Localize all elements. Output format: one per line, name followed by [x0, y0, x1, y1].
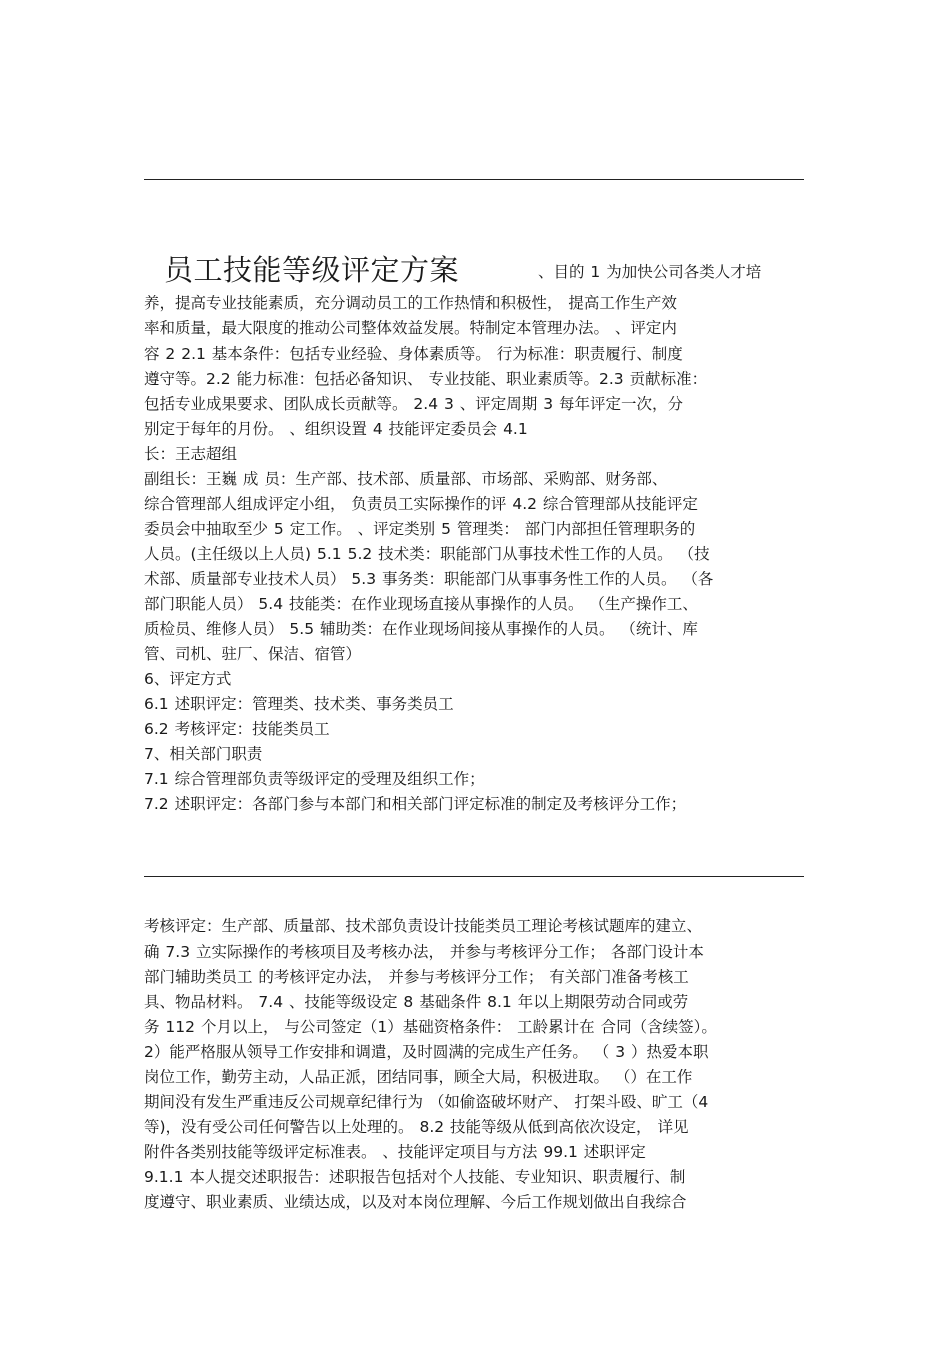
- text-line: 人员。(主任级以上人员) 5.1 5.2 技术类：职能部门从事技术性工作的人员。 （技: [144, 545, 710, 563]
- text-line: 术部、质量部专业技术人员） 5.3 事务类：职能部门从事事务性工作的人员。 （各: [144, 570, 714, 588]
- text-line: 委员会中抽取至少 5 定工作。 、评定类别 5 管理类： 部门内部担任管理职务的: [144, 520, 696, 538]
- page-title: 员工技能等级评定方案: [164, 253, 460, 287]
- text-line: 部门辅助类员工 的考核评定办法， 并参与考核评分工作； 有关部门准备考核工: [144, 968, 689, 986]
- text-line: 9.1.1 本人提交述职报告：述职报告包括对个人技能、专业知识、职责履行、制: [144, 1168, 686, 1186]
- section-heading: 6、评定方式: [144, 670, 232, 688]
- text-line: 管、司机、驻厂、保洁、宿管）: [144, 645, 362, 663]
- text-line: 具、物品材料。 7.4 、技能等级设定 8 基础条件 8.1 年以上期限劳动合同或劳: [144, 993, 689, 1011]
- text-line: 部门职能人员） 5.4 技能类：在作业现场直接从事操作的人员。 （生产操作工、: [144, 595, 698, 613]
- text-line: 确 7.3 立实际操作的考核项目及考核办法， 并参与考核评分工作； 各部门设计本: [144, 943, 704, 961]
- text-line: 岗位工作，勤劳主动，人品正派，团结同事，顾全大局，积极进取。 （）在工作: [144, 1068, 693, 1086]
- middle-rule: [144, 876, 804, 877]
- text-line: 别定于每年的月份。 、组织设置 4 技能评定委员会 4.1: [144, 420, 528, 438]
- text-line: 质检员、维修人员） 5.5 辅助类：在作业现场间接从事操作的人员。 （统计、库: [144, 620, 698, 638]
- text-line: 7.2 述职评定：各部门参与本部门和相关部门评定标准的制定及考核评分工作；: [144, 795, 687, 813]
- text-line: 养，提高专业技能素质，充分调动员工的工作热情和积极性， 提高工作生产效: [144, 294, 677, 312]
- text-line: 包括专业成果要求、团队成长贡献等。 2.4 3 、评定周期 3 每年评定一次，分: [144, 395, 684, 413]
- text-line: 长：王志超组: [144, 445, 238, 463]
- text-line: 综合管理部人组成评定小组， 负责员工实际操作的评 4.2 综合管理部从技能评定: [144, 495, 698, 513]
- text-line: 2）能严格服从领导工作安排和调遣，及时圆满的完成生产任务。 （ 3 ）热爱本职: [144, 1043, 709, 1061]
- text-line: 务 112 个月以上， 与公司签定（1）基础资格条件： 工龄累计在 合同（含续签）。: [144, 1018, 717, 1036]
- text-line: 度遵守、职业素质、业绩达成，以及对本岗位理解、今后工作规划做出自我综合: [144, 1193, 687, 1211]
- text-line: 6.2 考核评定：技能类员工: [144, 720, 330, 738]
- top-rule: [144, 179, 804, 180]
- text-line: 容 2 2.1 基本条件：包括专业经验、身体素质等。 行为标准：职责履行、制度: [144, 345, 683, 363]
- text-line: 等)，没有受公司任何警告以上处理的。 8.2 技能等级从低到高依次设定， 详见: [144, 1118, 689, 1136]
- text-line: 遵守等。2.2 能力标准：包括必备知识、 专业技能、职业素质等。2.3 贡献标准：: [144, 370, 708, 388]
- text-line: 7.1 综合管理部负责等级评定的受理及组织工作；: [144, 770, 485, 788]
- text-line: 6.1 述职评定：管理类、技术类、事务类员工: [144, 695, 454, 713]
- text-line: 期间没有发生严重违反公司规章纪律行为 （如偷盗破坏财产、 打架斗殴、旷工（4: [144, 1093, 709, 1111]
- text-line: 附件各类别技能等级评定标准表。 、技能评定项目与方法 99.1 述职评定: [144, 1143, 646, 1161]
- text-line: 、目的 1 为加快公司各类人才培: [538, 263, 762, 281]
- text-line: 副组长：王巍 成 员：生产部、技术部、质量部、市场部、采购部、财务部、: [144, 470, 668, 488]
- text-line: 考核评定：生产部、质量部、技术部负责设计技能类员工理论考核试题库的建立、: [144, 917, 703, 935]
- text-line: 率和质量，最大限度的推动公司整体效益发展。特制定本管理办法。 、评定内: [144, 319, 677, 337]
- section-heading: 7、相关部门职责: [144, 745, 263, 763]
